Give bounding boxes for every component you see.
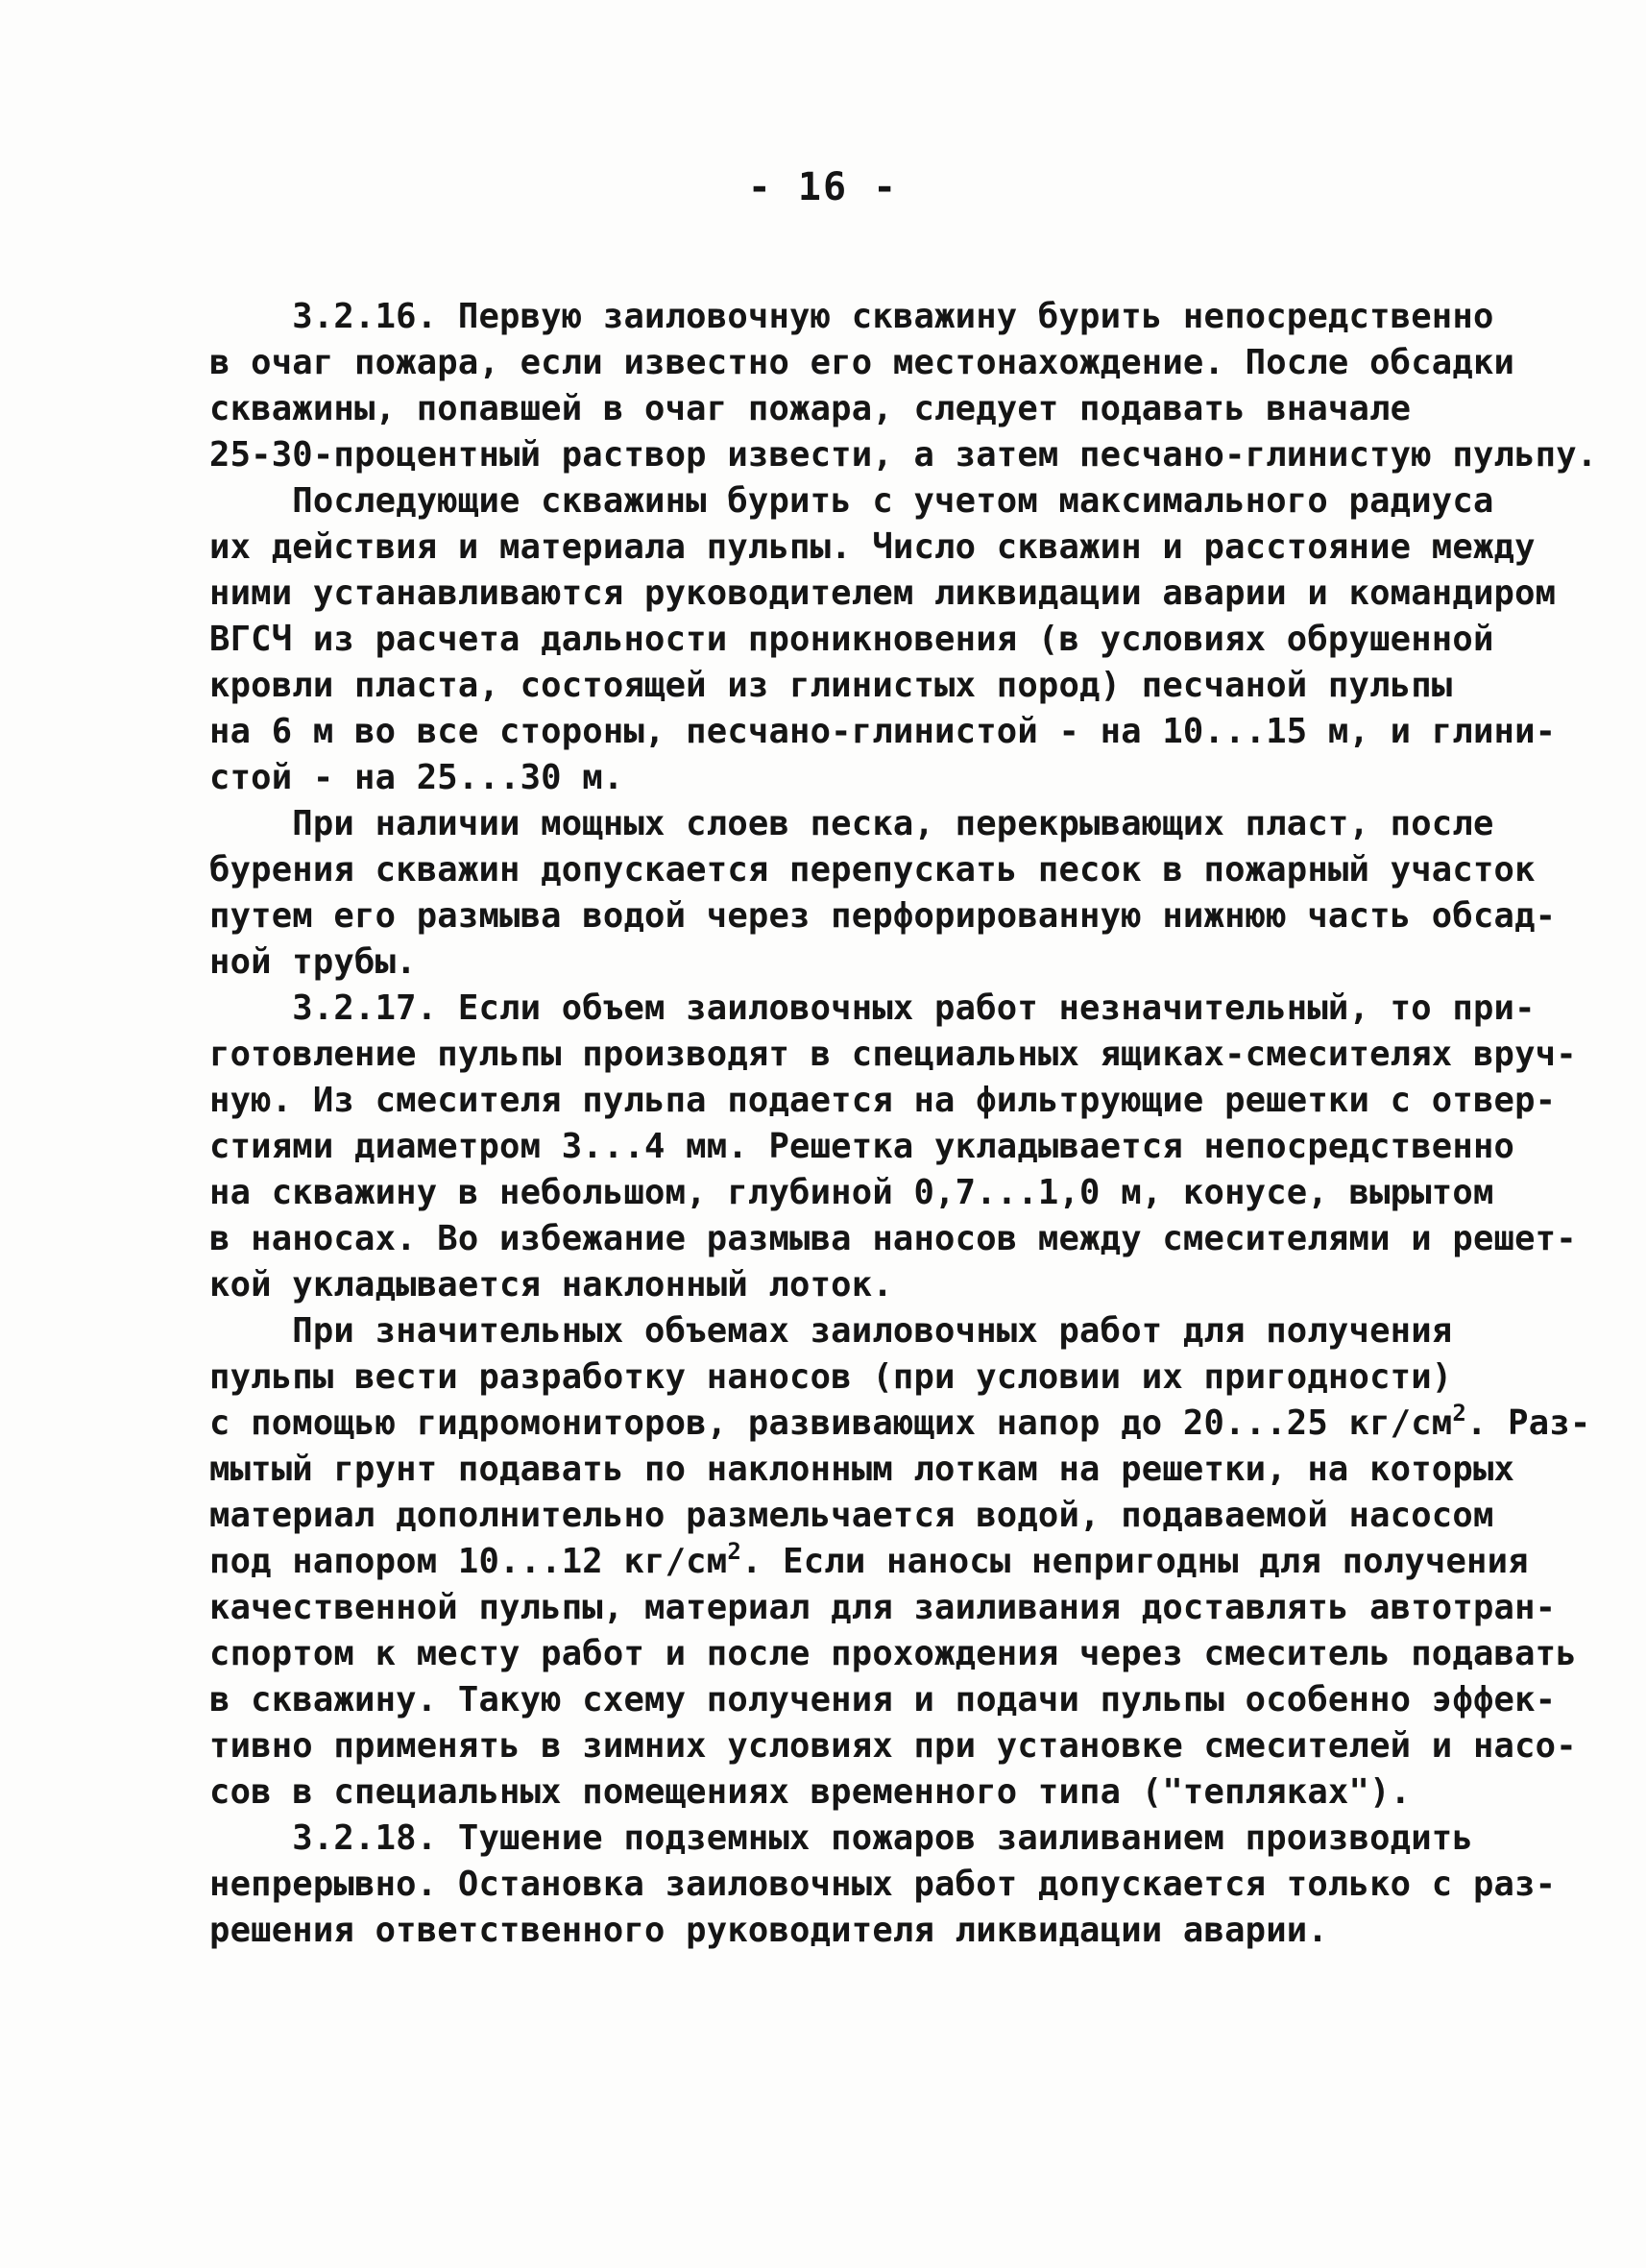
text-line: в наносах. Во избежание размыва наносов между смесителями и решет- [209, 1219, 1577, 1258]
text-line: их действия и материала пульпы. Число скважин и расстояние между [209, 527, 1536, 567]
superscript: 2 [1452, 1400, 1467, 1427]
superscript: 2 [727, 1538, 741, 1565]
text-segment: с помощью гидромониторов, развивающих напор до 20...25 кг/см [209, 1403, 1453, 1443]
text-line: скважины, попавшей в очаг пожара, следует подавать вначале [209, 389, 1412, 428]
text-line: ную. Из смесителя пульпа подается на фильтрующие решетки с отвер- [209, 1081, 1557, 1120]
text-line: стой - на 25...30 м. [209, 758, 624, 797]
text-line: кой укладывается наклонный лоток. [209, 1265, 893, 1305]
text-line: 3.2.18. Тушение подземных пожаров заиливанием производить [209, 1818, 1473, 1858]
text-line: 25-30-процентный раствор извести, а затем песчано-глинистую пульпу. [209, 435, 1598, 475]
text-line: При наличии мощных слоев песка, перекрывающих пласт, после [209, 804, 1494, 843]
text-line: спортом к месту работ и после прохождения через смеситель подавать [209, 1634, 1577, 1673]
text-line: кровли пласта, состоящей из глинистых пород) песчаной пульпы [209, 666, 1453, 705]
text-line: мытый грунт подавать по наклонным лоткам на решетки, на которых [209, 1450, 1515, 1489]
text-segment: под напором 10...12 кг/см [209, 1542, 728, 1581]
text-line: в скважину. Такую схему получения и подачи пульпы особенно эффек- [209, 1680, 1557, 1719]
text-line: ними устанавливаются руководителем ликвидации аварии и командиром [209, 573, 1557, 613]
text-line: ВГСЧ из расчета дальности проникновения (в условиях обрушенной [209, 620, 1494, 659]
text-line: качественной пульпы, материал для заиливания доставлять автотран- [209, 1588, 1557, 1627]
text-line: стиями диаметром 3...4 мм. Решетка укладывается непосредственно [209, 1127, 1515, 1166]
text-line: путем его размыва водой через перфорированную нижнюю часть обсад- [209, 896, 1557, 936]
text-line: ной трубы. [209, 942, 417, 982]
text-line: 3.2.17. Если объем заиловочных работ незначительный, то при- [209, 988, 1536, 1028]
text-line: на 6 м во все стороны, песчано-глинистой - на 10...15 м, и глини- [209, 712, 1557, 751]
text-line: 3.2.16. Первую заиловочную скважину бурить непосредственно [209, 297, 1494, 336]
text-line: решения ответственного руководителя ликвидации аварии. [209, 1911, 1328, 1950]
text-line: непрерывно. Остановка заиловочных работ допускается только с раз- [209, 1865, 1557, 1904]
text-line-with-superscript [209, 1538, 1529, 1585]
text-line: тивно применять в зимних условиях при установке смесителей и насо- [209, 1726, 1577, 1766]
text-line: материал дополнительно размельчается водой, подаваемой насосом [209, 1496, 1494, 1535]
text-line: на скважину в небольшом, глубиной 0,7...1,0 м, конусе, вырытом [209, 1173, 1494, 1212]
text-segment: . Раз- [1466, 1403, 1591, 1443]
text-line: готовление пульпы производят в специальных ящиках-смесителях вруч- [209, 1035, 1577, 1074]
text-line-with-superscript [209, 1400, 1591, 1447]
page-number: - 16 - [747, 165, 899, 209]
text-line: Последующие скважины бурить с учетом максимального радиуса [209, 481, 1494, 521]
text-line: При значительных объемах заиловочных работ для получения [209, 1311, 1453, 1351]
text-line: бурения скважин допускается перепускать песок в пожарный участок [209, 850, 1536, 890]
text-segment: . Если наносы непригодны для получения [740, 1542, 1529, 1581]
text-line: пульпы вести разработку наносов (при условии их пригодности) [209, 1357, 1453, 1397]
text-line: в очаг пожара, если известно его местонахождение. После обсадки [209, 343, 1515, 382]
text-line: сов в специальных помещениях временного типа ("тепляках"). [209, 1772, 1412, 1812]
